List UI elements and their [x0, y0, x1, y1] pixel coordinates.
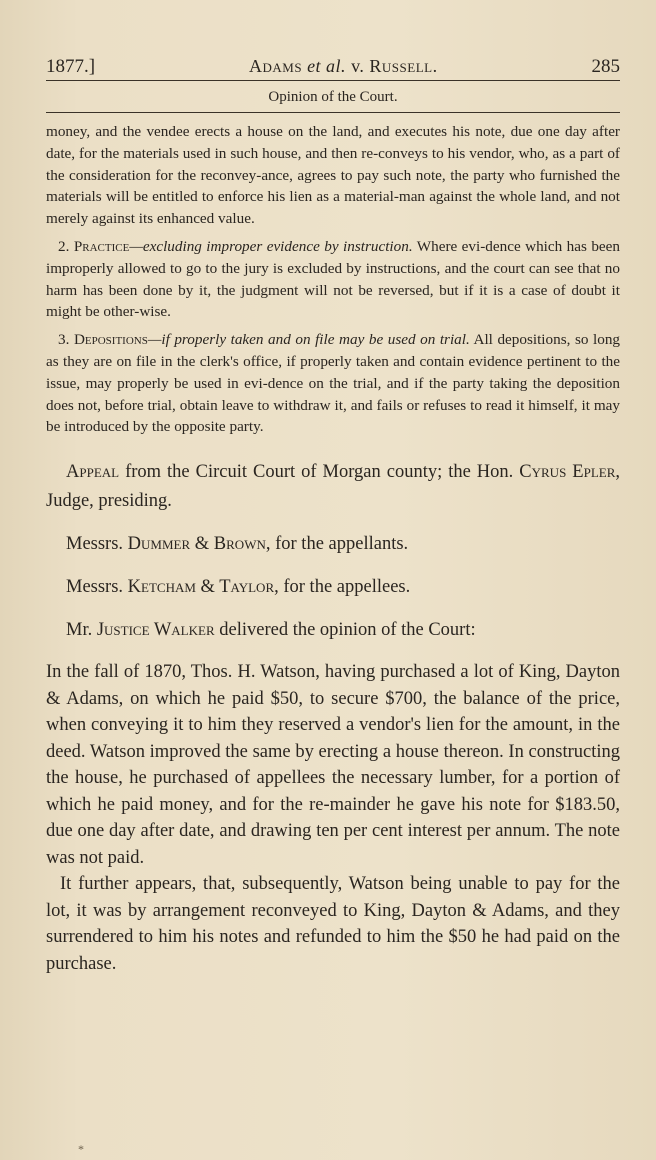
appeal-line: [46, 458, 620, 516]
header-year: 1877.]: [46, 56, 96, 77]
counsel-2-post: , for the appellees.: [274, 577, 411, 598]
appeal-judge: Cyrus Epler: [519, 462, 616, 483]
justice-pre: Mr.: [66, 620, 97, 641]
syllabus: [46, 121, 620, 438]
counsel-1-pre: Messrs.: [66, 534, 128, 555]
syllabus-body-3: All depositions, so long as they are on file in the clerk's office, if properly taken and contain evidence pertinent to the issue, may properly be used in evi-dence on the trial, and if the party taking the deposition does not, before trial, obtain leave to withdraw it, and fails or refuses to read it himself, it may be introduced by the opposite party.: [46, 331, 621, 436]
opinion-paragraph-1: In the fall of 1870, Thos. H. Watson, having purchased a lot of King, Dayton & Adams, on which he paid $50, to secure $700, the balance of the price, when conveying it to him they reserved a vendor's lien for the amount, in the deed. Watson improved the same by erecting a house thereon. In constructing the house, he purchased of appellees the necessary lumber, for a portion of which he paid money, and for the re-mainder he gave his note for $183.50, due one day after date, and drawing ten per cent interest per annum. The note was not paid.: [46, 662, 620, 868]
syllabus-paragraph-1: money, and the vendee erects a house on the land, and executes his note, due one day after date, for the materials used in such house, and then re-conveys to his vendor, who, as a part of the consideration for the reconvey-ance, agrees to pay such note, the party who furnished the materials will be entitled to enforce his lien as a material-man against the whole land, and not merely against its enhanced value.: [46, 123, 620, 228]
case-meta: [46, 458, 620, 645]
appeal-text-1: from the Circuit Court of Morgan county; the Hon.: [119, 462, 520, 483]
justice-line: [46, 616, 620, 645]
syllabus-body-2: Where evi-dence which has been improperly allowed to go to the jury is excluded by instructions, and the court can see that no harm has been done by it, the judgment will not be reversed, but if it is a case of doubt it might be other-wise.: [46, 237, 621, 321]
appeal-lead: Appeal: [66, 462, 120, 483]
justice-title: Justice Walker: [96, 620, 215, 641]
syllabus-num-2: 2.: [58, 237, 74, 255]
counsel-appellees: [46, 573, 620, 602]
justice-post: delivered the opinion of the Court:: [214, 620, 476, 641]
header-rule: [46, 80, 620, 81]
section-header: Opinion of the Court.: [268, 89, 398, 105]
case-title: [249, 56, 438, 77]
counsel-2-pre: Messrs.: [66, 577, 128, 598]
case-title-etal: et al.: [307, 56, 347, 76]
appeal-text-2: , Judge, presiding.: [46, 462, 620, 512]
syllabus-paragraph-2: [46, 236, 620, 323]
syllabus-topic-3: —if properly taken and on file may be used on trial.: [147, 331, 470, 349]
footer-mark: *: [78, 1142, 84, 1156]
counsel-1-post: , for the appellants.: [265, 534, 409, 555]
opinion-paragraph-2: It further appears, that, subsequently, Watson being unable to pay for the lot, it was by arrangement reconveyed to King, Dayton & Adams, and they surrendered to him his notes and refunded to him the $50 he had paid on the purchase.: [46, 874, 620, 974]
syllabus-num-3: 3.: [58, 331, 74, 349]
syllabus-paragraph-3: [46, 329, 620, 438]
opinion-body: [46, 659, 620, 977]
syllabus-head-3: Depositions: [73, 331, 148, 349]
case-title-part1: Adams: [248, 56, 308, 76]
case-title-part2: Russell.: [369, 56, 438, 76]
case-title-v: v.: [346, 56, 370, 76]
counsel-2-names: Ketcham & Taylor: [127, 577, 275, 598]
page-number: 285: [591, 56, 620, 77]
syllabus-head-2: Practice: [73, 237, 130, 255]
section-rule: [46, 112, 620, 113]
running-header: [46, 40, 620, 76]
counsel-1-names: Dummer & Brown: [127, 534, 266, 555]
syllabus-topic-2: —excluding improper evidence by instruction.: [129, 237, 413, 255]
counsel-appellants: [46, 530, 620, 559]
